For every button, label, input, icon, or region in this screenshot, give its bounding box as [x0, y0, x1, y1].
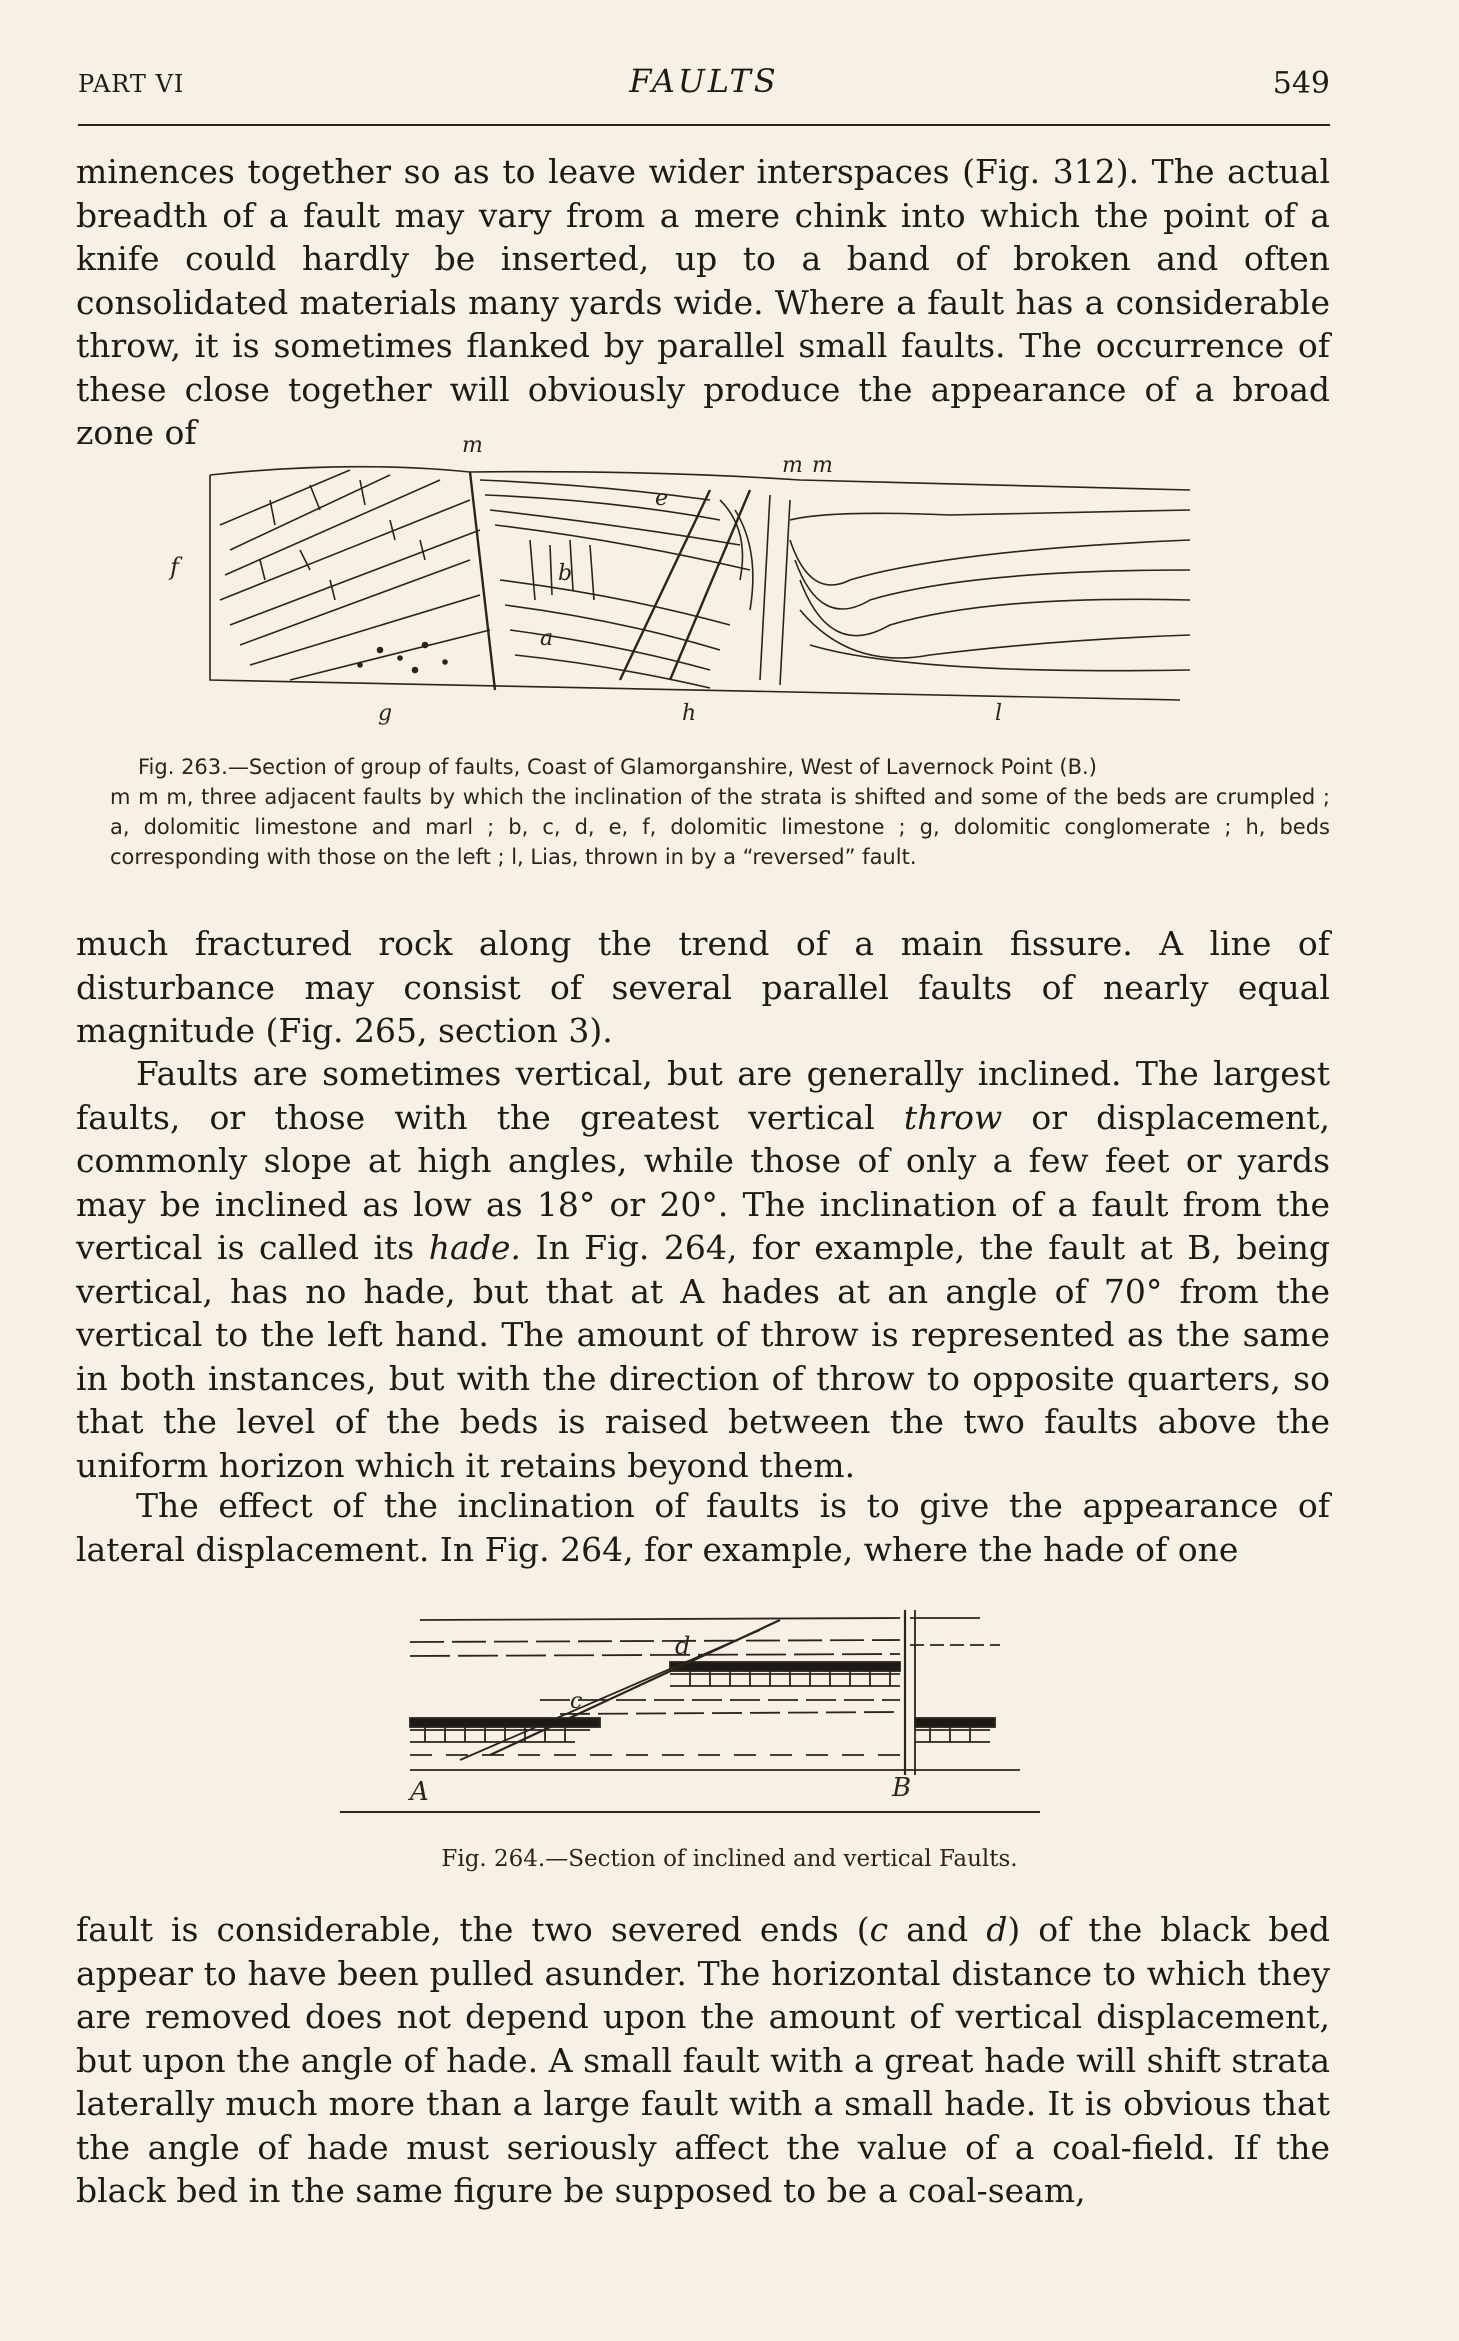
page-number: 549 [1272, 66, 1330, 101]
figure-263-diagram [150, 430, 1240, 730]
fig263-label-e: e [655, 486, 669, 511]
fig264-label-c: c [570, 1689, 583, 1714]
fig263-label-h: h [682, 701, 697, 726]
paragraph-3-part-2: or displacement, commonly slope at high angles, while those of only a few feet or yards may be inclined as low as 18° or 20°. The inclination of a fault from the vertical is called its [76, 1097, 1330, 1267]
paragraph-4 [76, 1484, 1330, 1571]
fig263-label-m-right2: m [812, 453, 833, 478]
paragraph-3-part-1: Faults are sometimes vertical, but are generally inclined. The largest faults, or those with the greatest vertical [76, 1054, 1330, 1137]
fig264-label-A: A [410, 1777, 429, 1807]
paragraph-5-and: and [888, 1910, 987, 1949]
paragraph-4-text: The effect of the inclination of faults is to give the appearance of lateral displacement. In Fig. 264, for example, where the hade of one [76, 1486, 1330, 1569]
fig263-label-g: g [378, 701, 393, 726]
term-throw: throw [903, 1097, 1003, 1137]
fig264-label-B: B [892, 1773, 912, 1803]
paragraph-2 [76, 922, 1330, 1053]
label-d: d [986, 1910, 1008, 1949]
fig263-label-l: l [995, 701, 1003, 726]
figure-263-caption [110, 752, 1330, 872]
paragraph-1-text: minences together so as to leave wider interspaces (Fig. 312). The actual breadth of a fault may vary from a mere chink into which the point of a knife could hardly be inserted, up to a band of broken and often consolidated materials many yards wide. Where a fault has a considerable throw, it is sometimes flanked by parallel small faults. The occurrence of these close together will obviously produce the appearance of a broad zone of [76, 152, 1330, 452]
paragraph-3-part-3: In Fig. 264, for example, the fault at B, being vertical, has no hade, but that at A hades at an angle of 70° from the vertical to the left hand. The amount of throw is represented as the same in both instances, but with the direction of throw to opposite quarters, so that the level of the beds is raised between the two faults above the uniform horizon which it retains beyond them. [76, 1228, 1331, 1485]
figure-264-diagram [340, 1600, 1060, 1830]
paragraph-5 [76, 1908, 1330, 2213]
fig263-label-f: f [170, 553, 179, 581]
part-label: PART VI [78, 70, 185, 98]
figure-264-caption: Fig. 264.—Section of inclined and vertical Faults. [441, 1846, 1018, 1872]
paragraph-1 [76, 150, 1330, 455]
paragraph-3-text [76, 1052, 1330, 1487]
label-c: c [869, 1910, 889, 1949]
term-hade: hade. [428, 1228, 521, 1267]
figure-263-caption-body: m m m, three adjacent faults by which the inclination of the strata is shifted and some of the beds are crumpled ; a, dolomitic limestone and marl ; b, c, d, e, f, dolomitic limestone ; g, dolomitic conglomerate ; h, beds corresponding with those on the left ; l, Lias, thrown in by a “reversed” fault. [110, 785, 1330, 869]
running-header [78, 62, 1330, 106]
paragraph-3 [76, 1052, 1330, 1487]
figure-263-caption-title: Fig. 263.—Section of group of faults, Coast of Glamorganshire, West of Lavernock Point (B.) [138, 755, 1097, 779]
paragraph-5-part-2: ) of the black bed appear to have been pulled asunder. The horizontal distance to which they are removed does not depend upon the amount of vertical displacement, but upon the angle of hade. A small fault with a great hade will shift strata laterally much more than a large fault with a small hade. It is obvious that the angle of hade must seriously affect the value of a coal-field. If the black bed in the same figure be supposed to be a coal-seam, [76, 1910, 1330, 2210]
fig263-label-m-right1: m [782, 453, 803, 478]
paragraph-5-text [76, 1908, 1330, 2213]
fig264-label-d: d [675, 1632, 691, 1660]
header-rule [78, 124, 1330, 126]
fig263-label-b: b [558, 561, 573, 586]
fig263-label-m-top: m [462, 433, 483, 458]
paragraph-5-part-1: fault is considerable, the two severed ends ( [76, 1910, 870, 1949]
paragraph-2-text: much fractured rock along the trend of a main fissure. A line of disturbance may consist of several parallel faults of nearly equal magnitude (Fig. 265, section 3). [76, 924, 1330, 1050]
fig263-label-a: a [540, 626, 554, 651]
chapter-title: FAULTS [629, 62, 779, 100]
